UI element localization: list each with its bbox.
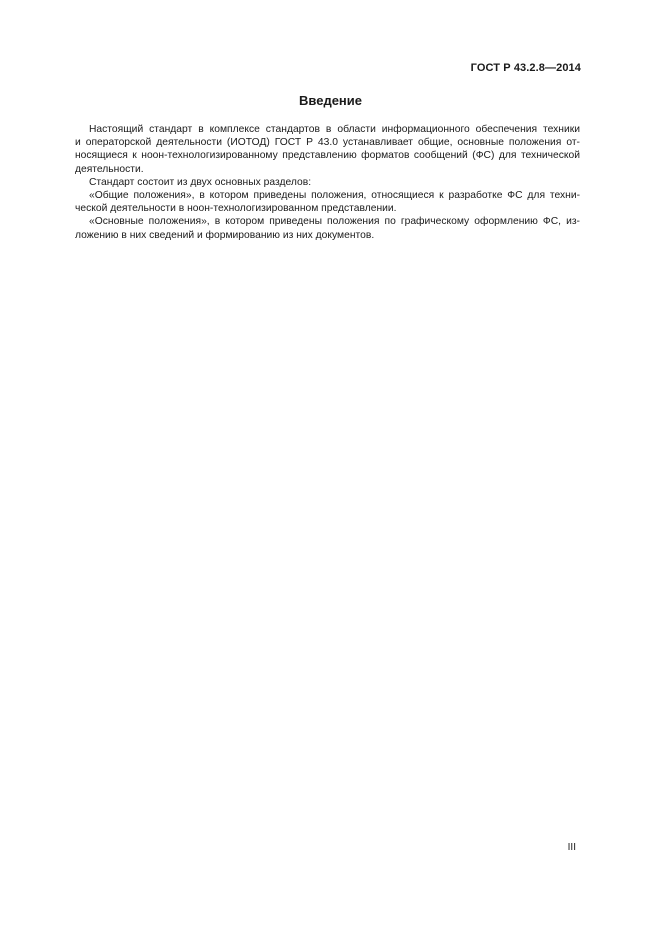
paragraph-intro xyxy=(61,123,580,176)
text-line: ческой деятельности в ноон-технологизированном представлении. xyxy=(75,203,397,215)
page-number: III xyxy=(567,842,576,853)
text-line: ложению в них сведений и формированию из них документов. xyxy=(75,229,375,241)
text-line: носящиеся к ноон-технологизированному представлению форматов сообщений (ФС) для технической xyxy=(75,150,580,162)
text-line: «Общие положения», в котором приведены положения, относящиеся к разработке ФС для техни- xyxy=(89,190,580,202)
text-line: и операторской деятельности (ИОТОД) ГОСТ Р 43.0 устанавливает общие, основные положения от- xyxy=(75,137,580,149)
text-line: Настоящий стандарт в комплексе стандартов в области информационного обеспечения техники xyxy=(89,124,580,135)
paragraph-structure xyxy=(61,176,580,189)
text-line: Стандарт состоит из двух основных разделов: xyxy=(89,176,312,188)
paragraph-main-provisions xyxy=(61,215,580,241)
text-line: деятельности. xyxy=(75,163,144,175)
body-text xyxy=(61,123,580,242)
document-code-header: ГОСТ Р 43.2.8—2014 xyxy=(470,62,581,74)
text-line: «Основные положения», в котором приведены положения по графическому оформлению ФС, из- xyxy=(89,216,580,228)
section-title: Введение xyxy=(299,93,362,108)
paragraph-general-provisions xyxy=(61,189,580,215)
